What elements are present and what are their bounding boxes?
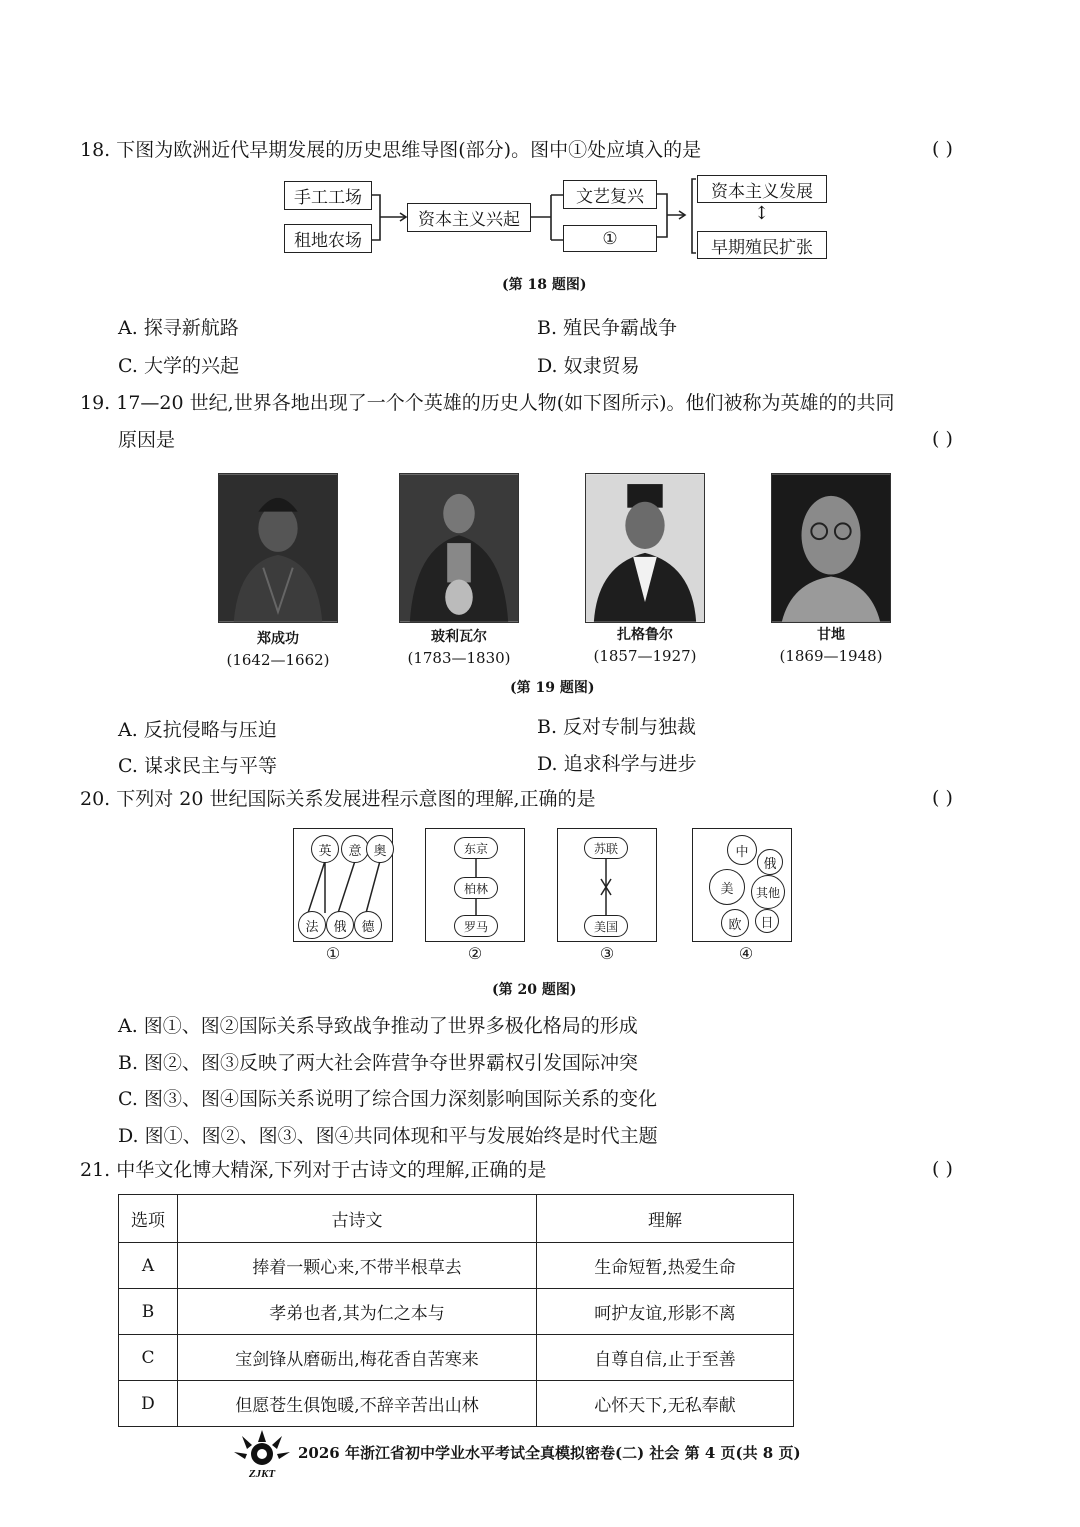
q19-stem-line2: 原因是	[118, 429, 176, 451]
q20-diagram-1-label: ①	[325, 944, 341, 963]
table-cell-option: B	[119, 1289, 178, 1335]
q20-diagram-2	[425, 828, 525, 942]
map-box-blank-1: ①	[563, 225, 657, 252]
node-rome: 罗马	[454, 915, 498, 937]
node-germany: 德	[354, 911, 382, 939]
q18-option-b[interactable]: B. 殖民争霸战争	[537, 317, 678, 339]
portrait-gandhi	[771, 473, 891, 623]
table-cell-understanding: 心怀天下,无私奉献	[537, 1381, 794, 1427]
portrait-zaghloul	[585, 473, 705, 623]
q20-option-b[interactable]: B. 图②、图③反映了两大社会阵营争夺世界霸权引发国际冲突	[118, 1052, 639, 1074]
q18-caption: (第 18 题图)	[502, 277, 587, 293]
table-header-understanding: 理解	[537, 1195, 794, 1243]
table-header-row	[119, 1195, 794, 1243]
table-cell-understanding: 生命短暂,热爱生命	[537, 1243, 794, 1289]
q18-option-d[interactable]: D. 奴隶贸易	[537, 355, 640, 377]
logo-text: ZJKT	[248, 1468, 276, 1480]
map-box-handicraft-workshop: 手工工场	[284, 181, 372, 210]
node-italy: 意	[341, 835, 369, 863]
publisher-logo-icon	[232, 1428, 292, 1480]
q20-diagram-3	[557, 828, 657, 942]
table-cell-poem: 孝弟也者,其为仁之本与	[178, 1289, 537, 1335]
table-cell-option: A	[119, 1243, 178, 1289]
map-left-bracket	[372, 190, 408, 246]
q20-option-c[interactable]: C. 图③、图④国际关系说明了综合国力深刻影响国际关系的变化	[118, 1088, 657, 1110]
node-tokyo: 东京	[454, 837, 498, 859]
q18-stem: 18. 下图为欧洲近代早期发展的历史思维导图(部分)。图中①处应填入的是	[80, 139, 702, 161]
person-years: (1783—1830)	[407, 649, 511, 667]
map-box-capitalism-development: 资本主义发展	[697, 175, 827, 203]
map-box-renaissance: 文艺复兴	[563, 180, 657, 209]
map-mid-bracket	[531, 190, 565, 246]
person-years: (1857—1927)	[593, 647, 697, 665]
q21-stem: 21. 中华文化博大精深,下列对于古诗文的理解,正确的是	[80, 1159, 547, 1181]
table-header-option: 选项	[119, 1195, 178, 1243]
table-cell-option: D	[119, 1381, 178, 1427]
node-britain: 英	[311, 835, 339, 863]
node-soviet-union: 苏联	[584, 837, 628, 859]
q19-answer-paren: ( )	[932, 428, 953, 450]
q18-option-c[interactable]: C. 大学的兴起	[118, 355, 239, 377]
person-years: (1642—1662)	[226, 651, 330, 669]
node-berlin: 柏林	[454, 877, 498, 899]
table-cell-option: C	[119, 1335, 178, 1381]
q19-stem-line1: 19. 17—20 世纪,世界各地出现了一个个英雄的历史人物(如下图所示)。他们被称为英雄的的共同	[80, 392, 895, 414]
node-others: 其他	[751, 875, 785, 909]
q19-option-a[interactable]: A. 反抗侵略与压迫	[118, 719, 277, 741]
q18-option-a[interactable]: A. 探寻新航路	[118, 317, 239, 339]
page-footer: 2026 年浙江省初中学业水平考试全真模拟密卷(二) 社会 第 4 页(共 8 页)	[298, 1444, 801, 1462]
q19-option-b[interactable]: B. 反对专制与独裁	[537, 716, 697, 738]
q20-diagram-1	[293, 828, 393, 942]
person-name: 扎格鲁尔	[617, 627, 673, 643]
table-row[interactable]	[119, 1289, 794, 1335]
table-cell-understanding: 自尊自信,止于至善	[537, 1335, 794, 1381]
q20-stem: 20. 下列对 20 世纪国际关系发展进程示意图的理解,正确的是	[80, 788, 596, 810]
double-arrow-icon: ↕	[754, 203, 770, 224]
map-box-leased-farm: 租地农场	[284, 224, 372, 253]
node-france: 法	[298, 911, 326, 939]
q20-caption: (第 20 题图)	[492, 982, 577, 998]
map-box-capitalism-rise: 资本主义兴起	[407, 203, 531, 232]
portrait-bolivar	[399, 473, 519, 623]
node-russia-multi: 俄	[757, 849, 783, 875]
table-header-poem: 古诗文	[178, 1195, 537, 1243]
map-box-colonial-expansion: 早期殖民扩张	[697, 231, 827, 259]
person-name: 甘地	[817, 627, 845, 643]
q20-diagram-3-label: ③	[599, 944, 615, 963]
node-china: 中	[727, 835, 757, 865]
person-name: 玻利瓦尔	[431, 629, 487, 645]
table-row[interactable]	[119, 1243, 794, 1289]
q20-option-a[interactable]: A. 图①、图②国际关系导致战争推动了世界多极化格局的形成	[118, 1015, 638, 1037]
node-europe: 欧	[721, 909, 749, 937]
person-name: 郑成功	[257, 631, 299, 647]
q18-answer-paren: ( )	[932, 138, 953, 160]
q20-option-d[interactable]: D. 图①、图②、图③、图④共同体现和平与发展始终是时代主题	[118, 1125, 658, 1147]
q20-diagram-4	[692, 828, 792, 942]
node-usa-multi: 美	[709, 869, 745, 905]
table-cell-poem: 但愿苍生俱饱暖,不辞辛苦出山林	[178, 1381, 537, 1427]
q21-answer-paren: ( )	[932, 1158, 953, 1180]
table-row[interactable]	[119, 1335, 794, 1381]
node-russia: 俄	[326, 911, 354, 939]
table-cell-poem: 捧着一颗心来,不带半根草去	[178, 1243, 537, 1289]
q19-option-c[interactable]: C. 谋求民主与平等	[118, 755, 277, 777]
node-usa: 美国	[584, 915, 628, 937]
map-right-bracket	[657, 175, 697, 265]
q21-table	[118, 1194, 794, 1427]
table-row[interactable]	[119, 1381, 794, 1427]
q19-caption: (第 19 题图)	[510, 680, 595, 696]
q19-option-d[interactable]: D. 追求科学与进步	[537, 753, 697, 775]
q20-diagram-2-label: ②	[467, 944, 483, 963]
portrait-zheng-chenggong	[218, 473, 338, 623]
q20-diagram-4-label: ④	[738, 944, 754, 963]
table-cell-understanding: 呵护友谊,形影不离	[537, 1289, 794, 1335]
node-austria: 奥	[366, 835, 394, 863]
q20-answer-paren: ( )	[932, 787, 953, 809]
person-years: (1869—1948)	[779, 647, 883, 665]
table-cell-poem: 宝剑锋从磨砺出,梅花香自苦寒来	[178, 1335, 537, 1381]
node-japan: 日	[755, 909, 779, 933]
